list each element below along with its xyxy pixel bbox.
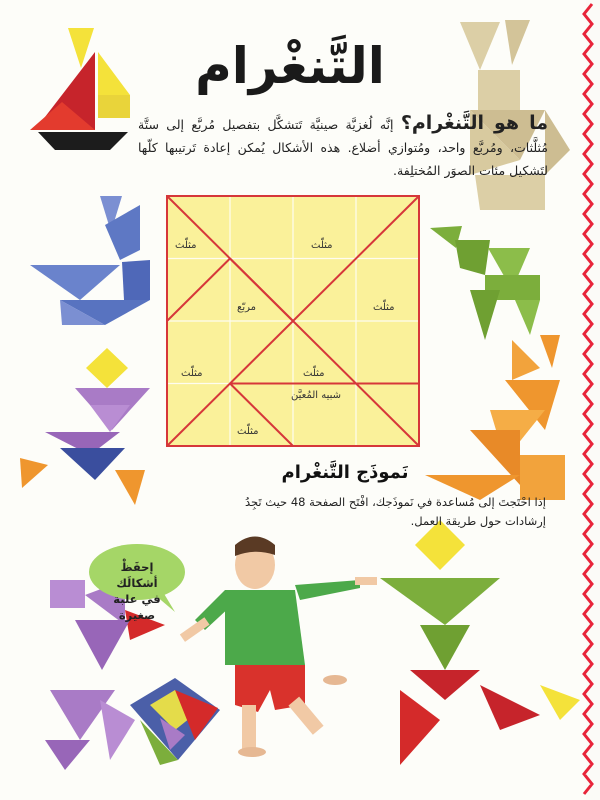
zigzag-border: [584, 0, 600, 800]
camel-tangram: [430, 226, 540, 340]
boy-photo: [180, 537, 377, 758]
label-triangle-center: مثلّث: [303, 368, 325, 379]
intro-answer: إنَّه لُغزيَّة صينيَّة تَتشكَّل بتفصيل مُربَّع إلى ستَّة مُثلَّثات، ومُربَّع واحد، ومُتوازي أضلاع. هذه الأشكال يُمكن إعادة تَرتيبها كلّها لتَشكيل مئات الصوَر المُختلِفة.: [138, 117, 548, 178]
label-triangle-top-left: مثلّث: [175, 240, 197, 251]
model-title: نَموذَج التَّنغْرام: [281, 462, 409, 483]
page-title: التَّنغْرام: [195, 37, 385, 95]
bubble-line-1: إحفَظْ أشكالَك: [116, 560, 158, 590]
bubble-line-2: في علبة صغيرة: [113, 592, 161, 622]
tangram-box-icon: [130, 678, 220, 765]
label-triangle-left: مثلّث: [181, 368, 203, 379]
intro-paragraph: [138, 112, 548, 182]
model-text: إذا احْتَجتَ إلى مُساعدة في نَموذَجك، افْتَح الصفحة 48 حيث تَجِدُ إرشادات حول طريقة العمل.: [244, 495, 546, 528]
sailboat-tangram: [30, 28, 130, 150]
cat-tangram: [425, 335, 565, 500]
label-triangle-right: مثلّث: [373, 302, 395, 313]
tangram-grid-labels: [167, 196, 419, 446]
dancer-tangram: [380, 520, 580, 765]
label-parallelogram: شبيه المُعيَّن: [291, 390, 342, 401]
bubble-text: [99, 559, 175, 623]
running-man-tangram: [20, 348, 150, 505]
intro-question: ما هو التَّنغْرام؟: [400, 112, 548, 134]
label-triangle-bottom: مثلّث: [237, 426, 259, 437]
swan-tangram: [30, 196, 150, 325]
label-triangle-top-center: مثلّث: [311, 240, 333, 251]
label-square: مربّع: [237, 302, 256, 313]
